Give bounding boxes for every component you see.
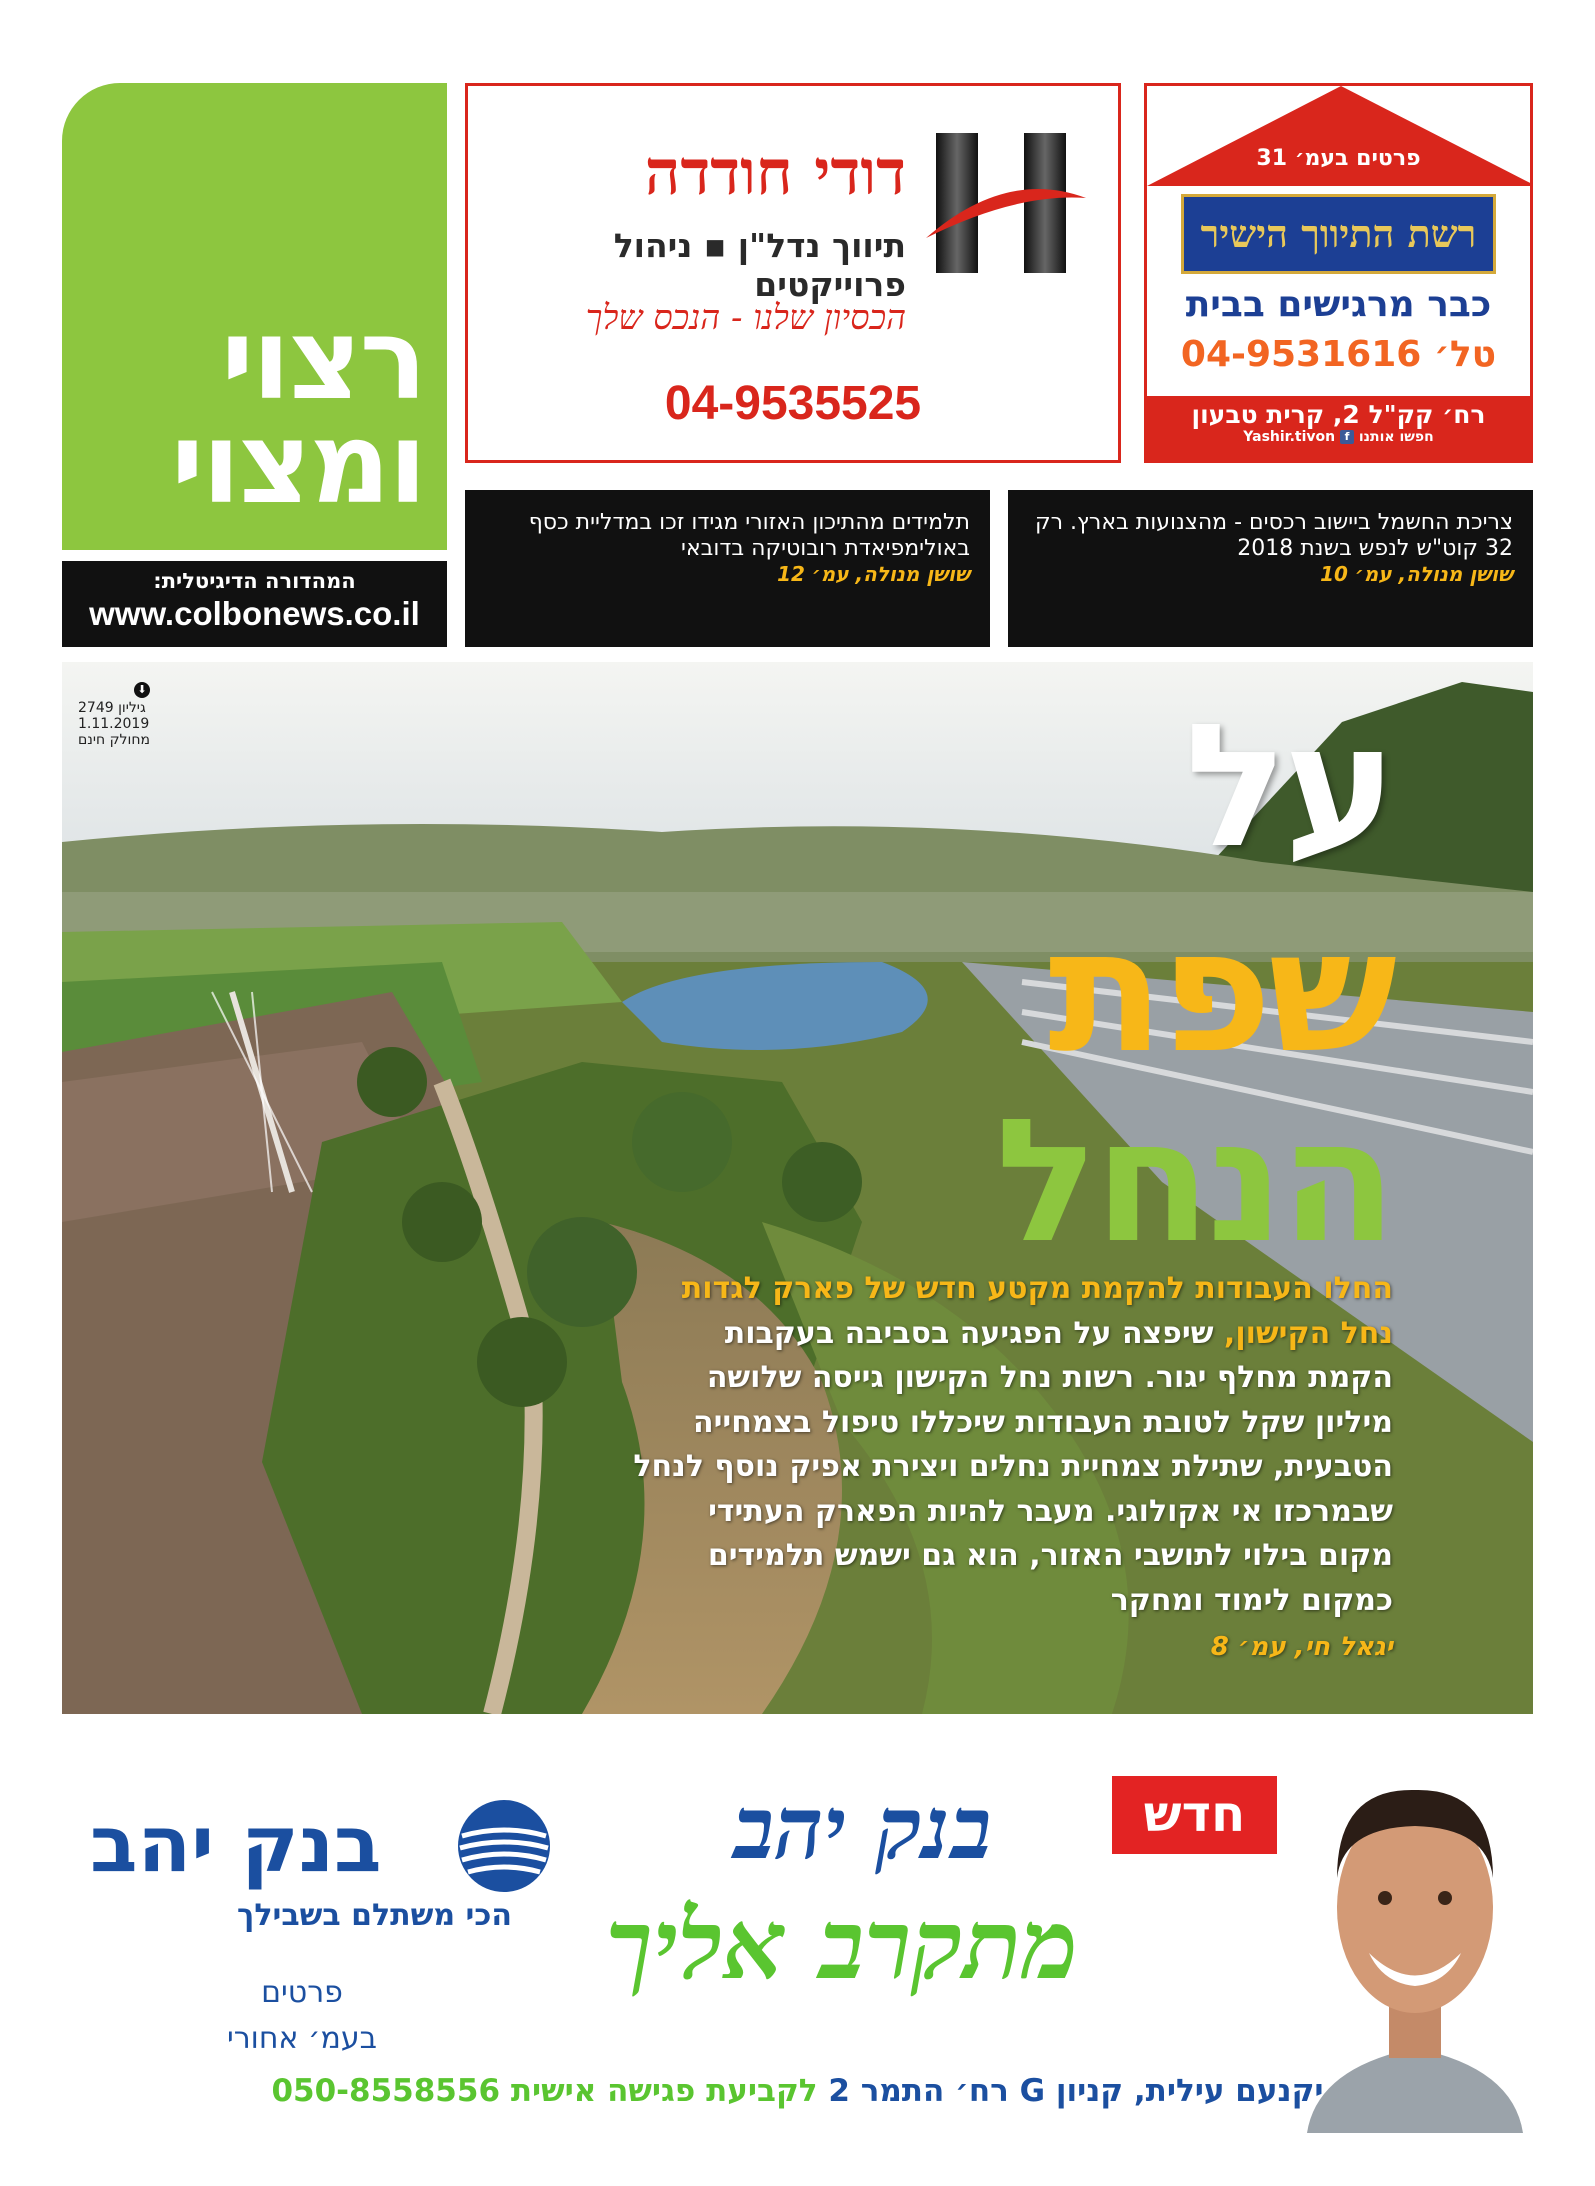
yashir-address: רח׳ קק"ל 2, קרית טבעון (1191, 400, 1486, 429)
issue-info (78, 682, 150, 748)
issue-number: גיליון 2749 (78, 700, 146, 716)
bank-bottom-line (62, 2073, 1533, 2109)
bank-headline-1: בנק יהב (732, 1778, 992, 1879)
bank-slogan: הכי משתלם בשבילך (237, 1898, 512, 1933)
yashir-details-note: פרטים בעמ׳ 31 (1256, 146, 1421, 171)
lead-author: יגאל חי, עמ׳ 8 (1210, 1632, 1393, 1662)
yashir-brand: רשת התיווך הישיר (1181, 194, 1496, 274)
bank-call-to-action: לקביעת פגישה אישית (510, 2073, 818, 2109)
masthead-title: רצוי ומצוי (170, 295, 425, 529)
bank-name: בנק יהב (90, 1800, 382, 1890)
bank-location: יקנעם עילית, קניון G רח׳ התמר 2 (828, 2073, 1324, 2109)
lead-paragraph (633, 1267, 1393, 1623)
issue-date: 1.11.2019 (78, 716, 150, 732)
bank-headline-2: מתקרב אליך (605, 1888, 1079, 2001)
ad-doodi-hodada[interactable] (465, 83, 1121, 463)
headline-line-2: שפת (1048, 893, 1393, 1091)
teaser-text: צריכת החשמל ביישוב רכסים - מהצנועות בארץ. רק 32 קוט"ש לנפש בשנת 2018 (1035, 510, 1513, 561)
teaser-author: שושן מנולה, עמ׳ 12 (777, 562, 970, 586)
facebook-handle[interactable]: Yashir.tivon (1243, 429, 1336, 445)
bank-phone[interactable]: 050-8558556 (271, 2073, 501, 2109)
download-icon[interactable]: ⬇ (134, 682, 150, 698)
new-badge: חדש (1112, 1776, 1277, 1854)
doodi-services: תיווך נדל"ן ▪ ניהול פרוייקטים (613, 226, 906, 304)
yashir-address-bar (1147, 396, 1530, 460)
headline-line-3: הנחל (995, 1083, 1393, 1281)
digital-edition-label: המהדורה הדיגיטלית: (153, 569, 356, 593)
lead-highlight: החלו העבודות להקמת מקטע חדש של פארק לגדות נחל הקישון, (681, 1271, 1393, 1351)
digital-edition-url[interactable]: www.colbonews.co.il (89, 595, 420, 632)
bank-details-line-1: פרטים (261, 1975, 343, 2010)
teaser-text: תלמידים מהתיכון האזורי מגידו זכו במדליית כסף באולימפיאדת רובוטיקה בדובאי (528, 510, 970, 561)
digital-edition-box[interactable] (62, 561, 447, 647)
doodi-name: דודי חודדה (644, 136, 906, 209)
yashir-tagline: כבר מרגישים בבית (1185, 284, 1492, 325)
yashir-phone[interactable]: טל׳ 04-9531616 (1180, 334, 1497, 375)
issue-distribution: מחולק חינם (78, 732, 150, 748)
house-roof-icon (1147, 86, 1533, 186)
doodi-phone[interactable]: 04-9535525 (664, 377, 922, 430)
bank-details-line-2: בעמ׳ אחורי (227, 2021, 377, 2056)
teaser-robotics[interactable] (465, 490, 990, 647)
facebook-label: חפשו אותנו (1358, 429, 1434, 445)
bank-globe-logo-icon (454, 1796, 554, 1896)
doodi-logo-icon (926, 128, 1086, 278)
ad-bank-yahav[interactable] (62, 1738, 1533, 2133)
ad-yashir-realestate[interactable] (1144, 83, 1533, 463)
cover-story[interactable] (62, 662, 1533, 1714)
doodi-slogan: הכסיון שלנו - הנכס שלך (585, 298, 906, 338)
lead-body: שיפצה על הפגיעה בסביבה בעקבות הקמת מחלף יגור. רשות נחל הקישון גייסה שלושה מיליון שקל לטובת העבודות שיכללו טיפול בצמחייה הטבעית, שתילת צמחיית נחלים ויצירת אפיק נוסף לנחל שבמרכזו אי אקולוגי. מעבר להיות הפארק העתידי מקום בילוי לתושבי האזור, הוא גם ישמש תלמידים כמקום לימוד ומחקר (633, 1315, 1393, 1618)
facebook-icon: f (1340, 430, 1354, 444)
yashir-facebook[interactable] (1147, 429, 1530, 445)
bank-details (192, 1970, 412, 2062)
teaser-rechasim-electricity[interactable] (1008, 490, 1533, 647)
masthead (62, 83, 447, 550)
headline-line-1: על (1184, 688, 1393, 886)
teaser-author: שושן מנולה, עמ׳ 10 (1320, 562, 1513, 586)
